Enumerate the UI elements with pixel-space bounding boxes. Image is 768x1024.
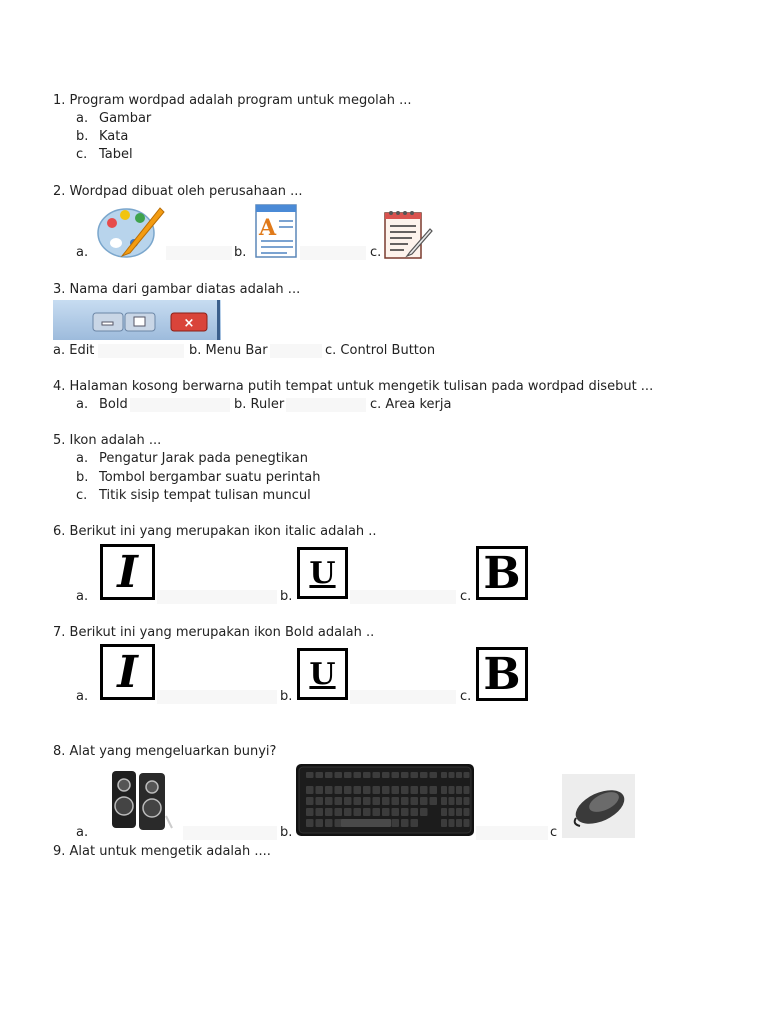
q1-option-c: Tabel — [99, 147, 133, 162]
keyboard-key — [441, 808, 447, 816]
q1-option-b-label: b. — [76, 129, 89, 144]
keyboard-spacebar — [341, 819, 391, 827]
q7-option-c-label: c. — [460, 689, 472, 704]
question-5: 5. Ikon adalah ... — [53, 433, 162, 448]
question-7: 7. Berikut ini yang merupakan ikon Bold adalah .. — [53, 625, 375, 640]
question-3: 3. Nama dari gambar diatas adalah ... — [53, 282, 301, 297]
q4-option-c: c. Area kerja — [370, 397, 452, 412]
keyboard-key — [401, 808, 409, 816]
answer-blank — [130, 398, 230, 412]
keyboard-key — [316, 786, 324, 794]
keyboard-icon — [296, 764, 474, 836]
keyboard-key — [392, 808, 400, 816]
keyboard-key — [306, 772, 314, 778]
keyboard-key — [316, 797, 324, 805]
keyboard-key — [363, 808, 371, 816]
keyboard-key — [354, 808, 362, 816]
keyboard-key — [335, 808, 343, 816]
keyboard-key — [449, 808, 455, 816]
keyboard-key — [344, 786, 352, 794]
keyboard-key — [306, 819, 314, 827]
keyboard-key — [430, 772, 438, 778]
keyboard-key — [373, 772, 381, 778]
window-control-buttons-image — [53, 300, 221, 340]
answer-blank — [98, 344, 184, 358]
keyboard-key — [392, 797, 400, 805]
q2-option-c-label: c. — [370, 245, 382, 260]
keyboard-key — [411, 786, 419, 794]
question-1: 1. Program wordpad adalah program untuk megolah ... — [53, 93, 412, 108]
italic-icon: I — [100, 544, 155, 600]
svg-text:A: A — [259, 215, 277, 241]
keyboard-key — [392, 772, 400, 778]
underline-icon: U — [297, 547, 348, 599]
answer-blank — [157, 690, 277, 704]
question-6: 6. Berikut ini yang merupakan ikon italic adalah .. — [53, 524, 377, 539]
q3-option-b: b. Menu Bar — [189, 343, 268, 358]
answer-blank — [286, 398, 366, 412]
keyboard-key — [456, 797, 462, 805]
keyboard-key — [411, 808, 419, 816]
keyboard-key — [373, 786, 381, 794]
q7-option-b-label: b. — [280, 689, 293, 704]
keyboard-key — [382, 786, 390, 794]
keyboard-key — [430, 797, 438, 805]
svg-text:×: × — [183, 316, 195, 331]
q4-option-b: b. Ruler — [234, 397, 285, 412]
keyboard-key — [449, 772, 455, 778]
answer-blank — [300, 246, 366, 260]
keyboard-key — [344, 797, 352, 805]
question-9: 9. Alat untuk mengetik adalah .... — [53, 844, 271, 859]
keyboard-key — [449, 786, 455, 794]
italic-icon: I — [100, 644, 155, 700]
keyboard-key — [335, 797, 343, 805]
underline-icon: U — [297, 648, 348, 700]
keyboard-key — [420, 772, 428, 778]
keyboard-key — [335, 786, 343, 794]
question-2: 2. Wordpad dibuat oleh perusahaan ... — [53, 184, 303, 199]
q1-option-a-label: a. — [76, 111, 89, 126]
question-4: 4. Halaman kosong berwarna putih tempat untuk mengetik tulisan pada wordpad disebut ... — [53, 379, 654, 394]
keyboard-key — [420, 786, 428, 794]
q2-option-b-label: b. — [234, 245, 247, 260]
keyboard-key — [464, 772, 470, 778]
speakers-icon — [108, 768, 174, 832]
answer-blank — [350, 690, 456, 704]
keyboard-key — [354, 797, 362, 805]
keyboard-key — [464, 819, 470, 827]
keyboard-key — [456, 819, 462, 827]
question-8: 8. Alat yang mengeluarkan bunyi? — [53, 744, 277, 759]
answer-blank — [166, 246, 232, 260]
paint-palette-icon — [96, 203, 166, 260]
keyboard-key — [411, 797, 419, 805]
q5-option-b-label: b. — [76, 470, 89, 485]
wordpad-icon — [253, 203, 299, 259]
keyboard-key — [464, 786, 470, 794]
bold-icon: B — [476, 546, 528, 600]
keyboard-key — [325, 808, 333, 816]
keyboard-key — [420, 808, 428, 816]
keyboard-key — [306, 786, 314, 794]
keyboard-key — [344, 808, 352, 816]
q6-option-a-label: a. — [76, 589, 89, 604]
keyboard-key — [363, 772, 371, 778]
keyboard-key — [363, 786, 371, 794]
q1-option-b: Kata — [99, 129, 129, 144]
keyboard-key — [306, 808, 314, 816]
keyboard-key — [456, 772, 462, 778]
keyboard-key — [401, 819, 409, 827]
keyboard-key — [441, 797, 447, 805]
keyboard-key — [354, 772, 362, 778]
notepad-icon — [382, 208, 434, 262]
keyboard-key — [464, 808, 470, 816]
keyboard-key — [325, 819, 333, 827]
q8-option-b-label: b. — [280, 825, 293, 840]
keyboard-key — [335, 819, 343, 827]
keyboard-key — [373, 808, 381, 816]
keyboard-key — [325, 786, 333, 794]
q7-option-a-label: a. — [76, 689, 89, 704]
q1-option-c-label: c. — [76, 147, 88, 162]
keyboard-key — [464, 797, 470, 805]
keyboard-key — [441, 786, 447, 794]
keyboard-key — [411, 819, 419, 827]
q8-option-a-label: a. — [76, 825, 89, 840]
answer-blank — [183, 826, 277, 840]
answer-blank — [350, 590, 456, 604]
q6-option-b-label: b. — [280, 589, 293, 604]
answer-blank — [157, 590, 277, 604]
keyboard-key — [411, 772, 419, 778]
q3-option-a: a. Edit — [53, 343, 95, 358]
keyboard-key — [392, 819, 400, 827]
keyboard-key — [401, 786, 409, 794]
keyboard-key — [325, 797, 333, 805]
keyboard-key — [306, 797, 314, 805]
keyboard-key — [316, 772, 324, 778]
keyboard-key — [441, 772, 447, 778]
keyboard-key — [363, 797, 371, 805]
keyboard-key — [449, 819, 455, 827]
q5-option-a: Pengatur Jarak pada penegtikan — [99, 451, 308, 466]
keyboard-key — [344, 772, 352, 778]
keyboard-key — [449, 797, 455, 805]
keyboard-key — [456, 808, 462, 816]
keyboard-key — [401, 772, 409, 778]
q5-option-c-label: c. — [76, 488, 88, 503]
answer-blank — [476, 826, 548, 840]
keyboard-key — [382, 797, 390, 805]
keyboard-key — [335, 772, 343, 778]
q4-option-a: Bold — [99, 397, 128, 412]
keyboard-key — [325, 772, 333, 778]
keyboard-key — [373, 797, 381, 805]
q1-option-a: Gambar — [99, 111, 152, 126]
keyboard-key — [382, 808, 390, 816]
q6-option-c-label: c. — [460, 589, 472, 604]
keyboard-key — [456, 786, 462, 794]
q5-option-a-label: a. — [76, 451, 89, 466]
answer-blank — [270, 344, 322, 358]
keyboard-key — [401, 797, 409, 805]
q5-option-b: Tombol bergambar suatu perintah — [99, 470, 321, 485]
mouse-icon — [562, 774, 635, 838]
keyboard-key — [354, 786, 362, 794]
keyboard-key — [382, 772, 390, 778]
keyboard-key — [392, 786, 400, 794]
q3-option-c: c. Control Button — [325, 343, 436, 358]
bold-icon: B — [476, 647, 528, 701]
keyboard-key — [430, 786, 438, 794]
keyboard-key — [441, 819, 447, 827]
q5-option-c: Titik sisip tempat tulisan muncul — [99, 488, 311, 503]
q2-option-a-label: a. — [76, 245, 89, 260]
keyboard-key — [420, 797, 428, 805]
q8-option-c-label: c — [550, 825, 558, 840]
keyboard-key — [316, 819, 324, 827]
q4-option-a-label: a. — [76, 397, 89, 412]
keyboard-key — [316, 808, 324, 816]
